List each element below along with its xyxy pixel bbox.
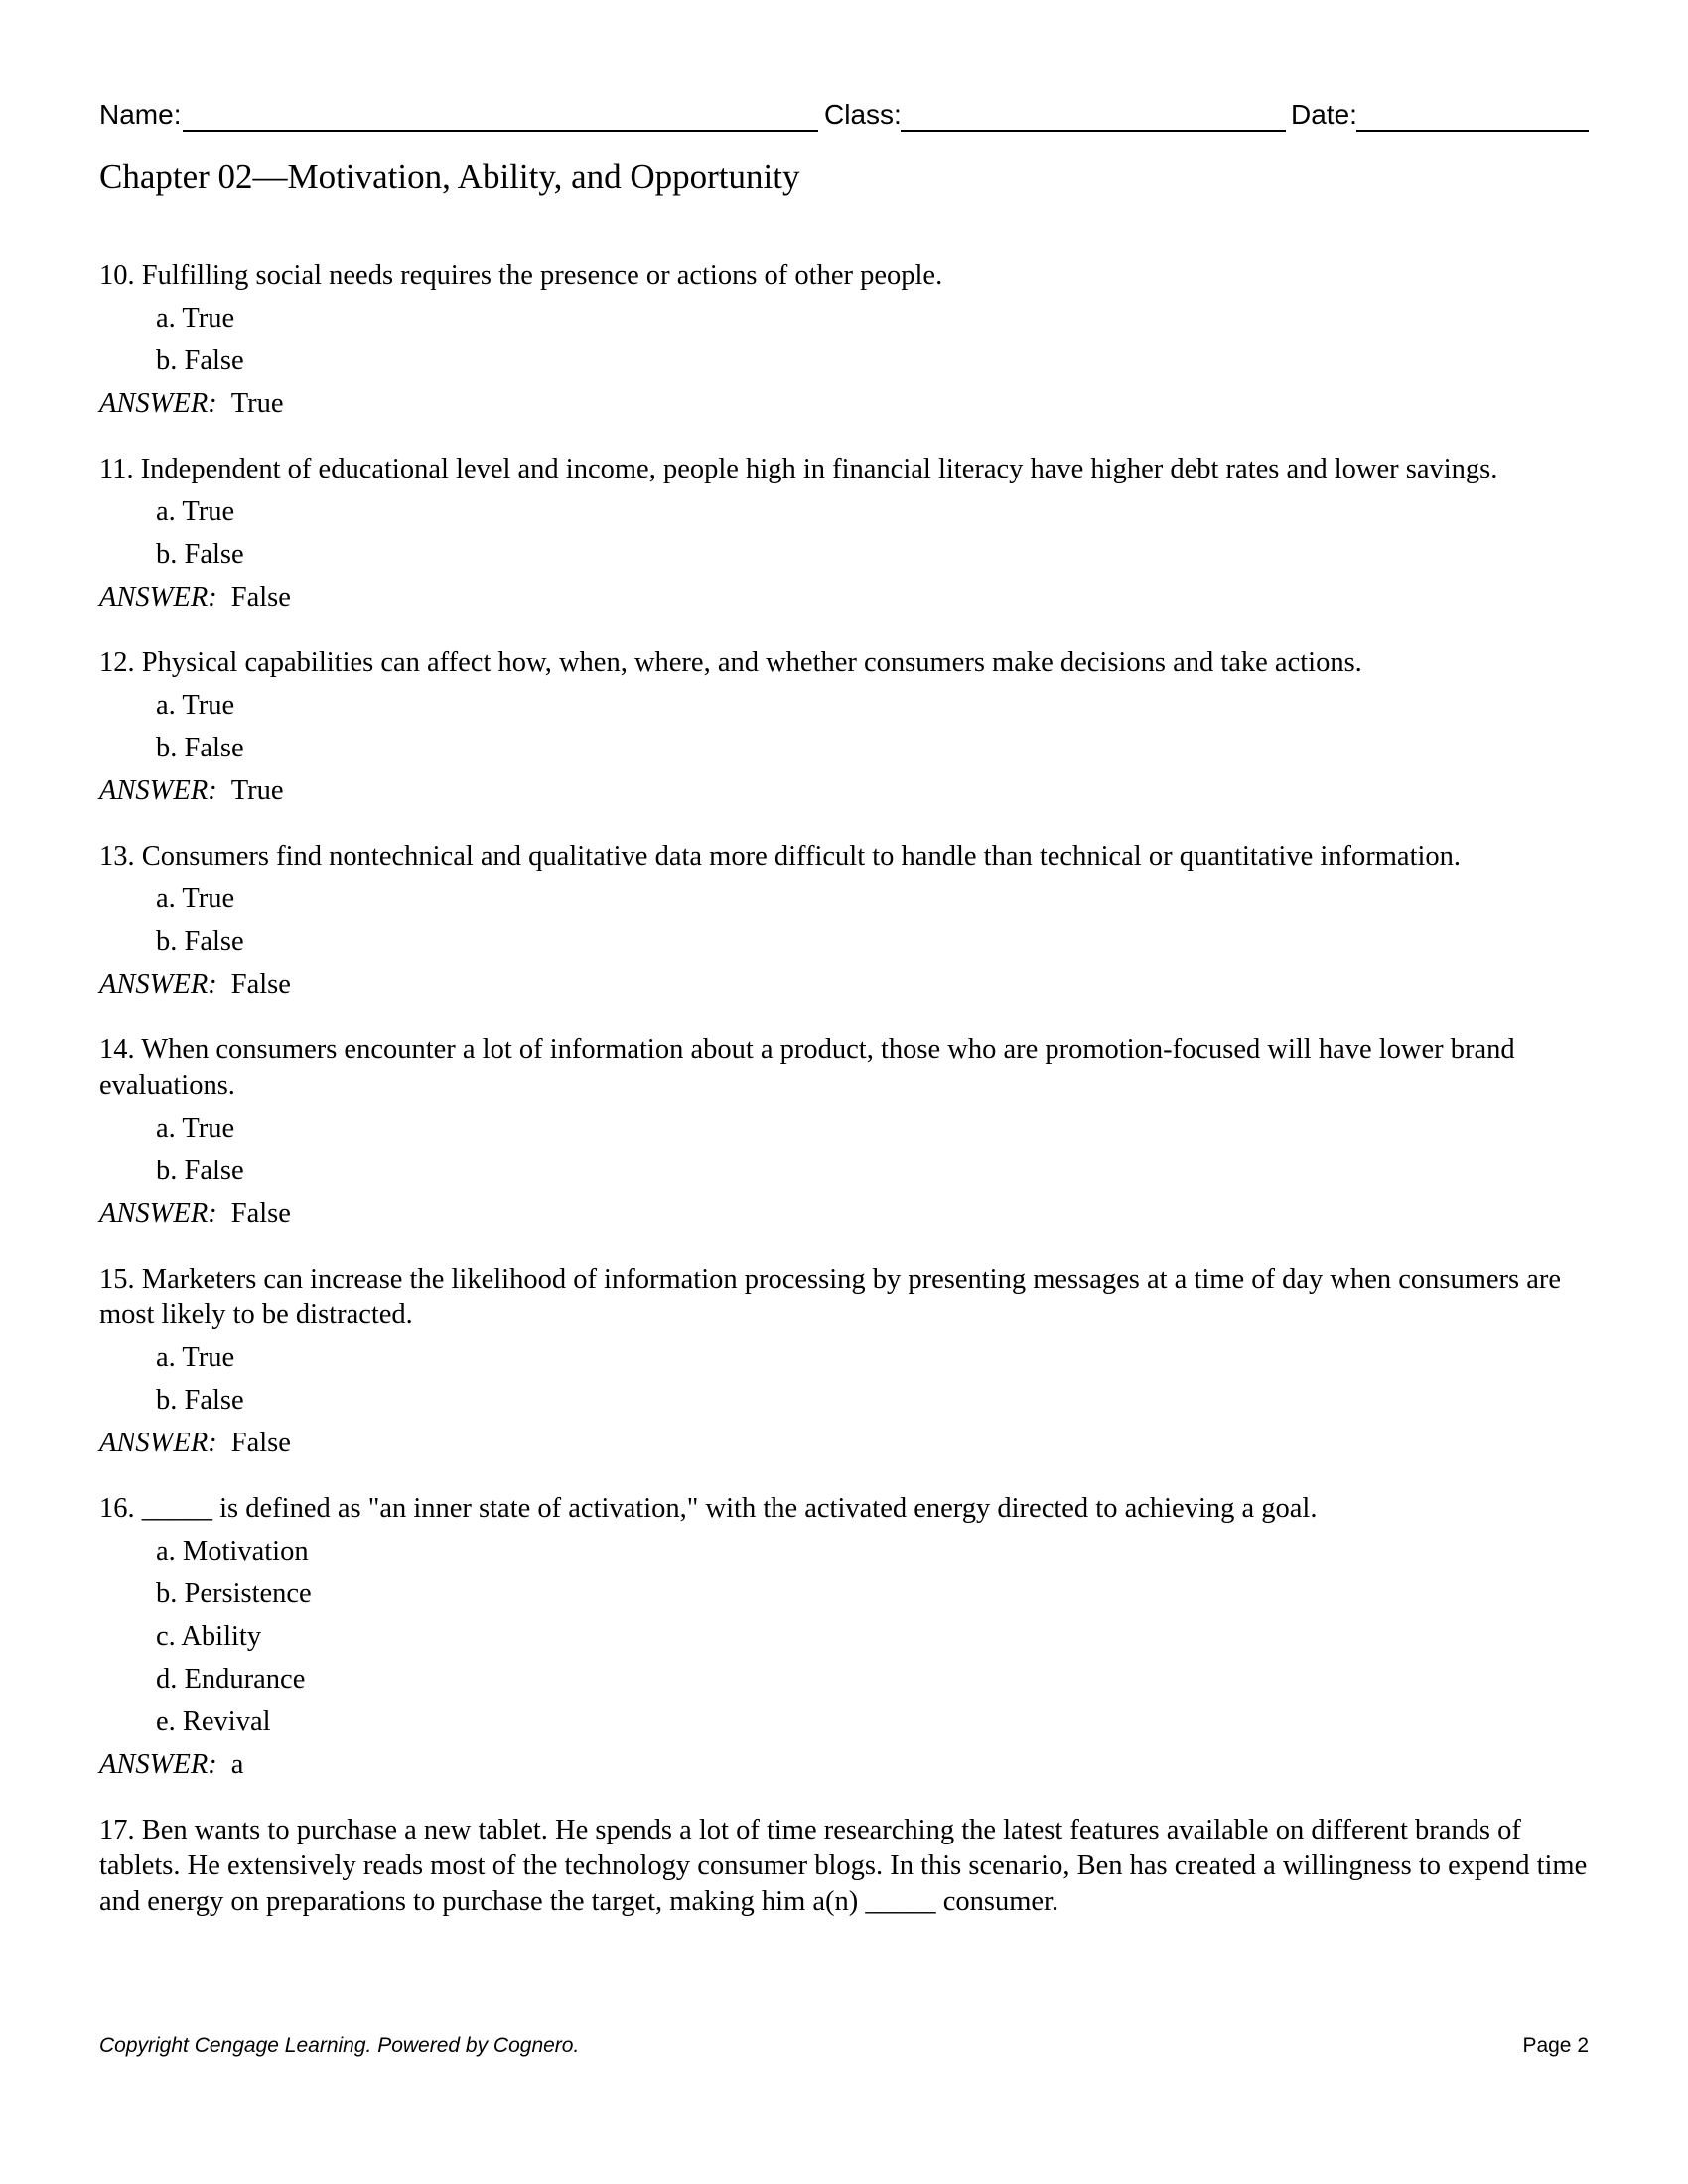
option-list bbox=[99, 301, 1589, 379]
question-text: 17. Ben wants to purchase a new tablet. He spends a lot of time researching the latest features available on different brands of tablets. He extensively reads most of the technology consumer blogs. In this scenario, Ben has created a willingness to expend time and energy on preparations to purchase the target, making him a(n) _____ consumer. bbox=[99, 1815, 1588, 1917]
answer-line bbox=[99, 1426, 1589, 1461]
option: a. True bbox=[156, 1113, 235, 1144]
question bbox=[99, 452, 1589, 615]
option: d. Endurance bbox=[156, 1664, 306, 1695]
answer-line bbox=[99, 1747, 1589, 1783]
option: a. True bbox=[156, 1342, 235, 1373]
question-text: 11. Independent of educational level and income, people high in financial literacy have higher debt rates and lower savings. bbox=[99, 454, 1498, 484]
question bbox=[99, 1491, 1589, 1783]
option-list bbox=[99, 494, 1589, 573]
answer-value: True bbox=[230, 388, 284, 419]
option: a. True bbox=[156, 496, 235, 527]
question-text: 14. When consumers encounter a lot of information about a product, those who are promotion-focused will have lower brand evaluations. bbox=[99, 1034, 1515, 1101]
answer-line bbox=[99, 580, 1589, 615]
option: b. False bbox=[156, 1156, 244, 1186]
header-row bbox=[99, 97, 1589, 137]
answer-value: False bbox=[230, 969, 291, 1000]
answer-value: a bbox=[230, 1749, 244, 1780]
option-list bbox=[99, 688, 1589, 766]
name-field[interactable] bbox=[183, 130, 818, 132]
question bbox=[99, 1813, 1589, 1920]
question bbox=[99, 645, 1589, 809]
answer-value: False bbox=[230, 1198, 291, 1229]
answer-line bbox=[99, 773, 1589, 809]
answer-label: ANSWER: bbox=[99, 582, 217, 613]
option: b. False bbox=[156, 345, 244, 376]
date-label: Date: bbox=[1291, 99, 1357, 130]
name-label: Name: bbox=[99, 99, 182, 130]
answer-label: ANSWER: bbox=[99, 969, 217, 1000]
answer-value: False bbox=[230, 1428, 291, 1458]
option: c. Ability bbox=[156, 1621, 262, 1652]
option-list bbox=[99, 882, 1589, 960]
date-field[interactable] bbox=[1356, 130, 1589, 132]
answer-label: ANSWER: bbox=[99, 1749, 217, 1780]
question-text: 10. Fulfilling social needs requires the presence or actions of other people. bbox=[99, 260, 943, 291]
option: e. Revival bbox=[156, 1706, 271, 1737]
question bbox=[99, 258, 1589, 422]
question-text: 16. _____ is defined as "an inner state of activation," with the activated energy directed to achieving a goal. bbox=[99, 1493, 1318, 1524]
chapter-title: Chapter 02—Motivation, Ability, and Opportunity bbox=[99, 157, 800, 196]
option: b. False bbox=[156, 733, 244, 763]
option: a. Motivation bbox=[156, 1536, 309, 1567]
class-field[interactable] bbox=[901, 130, 1286, 132]
option: b. Persistence bbox=[156, 1578, 312, 1609]
page-number: Page 2 bbox=[1522, 2034, 1589, 2057]
question-text: 12. Physical capabilities can affect how, when, where, and whether consumers make decisions and take actions. bbox=[99, 647, 1362, 678]
answer-label: ANSWER: bbox=[99, 1428, 217, 1458]
answer-label: ANSWER: bbox=[99, 388, 217, 419]
question-list bbox=[99, 258, 1589, 1950]
option: b. False bbox=[156, 1385, 244, 1416]
answer-line bbox=[99, 967, 1589, 1003]
answer-label: ANSWER: bbox=[99, 1198, 217, 1229]
answer-line bbox=[99, 386, 1589, 422]
answer-value: False bbox=[230, 582, 291, 613]
answer-value: True bbox=[230, 775, 284, 806]
option: b. False bbox=[156, 926, 244, 957]
option-list bbox=[99, 1340, 1589, 1419]
question bbox=[99, 1032, 1589, 1232]
class-label: Class: bbox=[824, 99, 902, 130]
answer-label: ANSWER: bbox=[99, 775, 217, 806]
copyright-text: Copyright Cengage Learning. Powered by Cognero. bbox=[99, 2034, 580, 2057]
question bbox=[99, 1262, 1589, 1461]
option-list bbox=[99, 1111, 1589, 1189]
question bbox=[99, 839, 1589, 1003]
question-text: 15. Marketers can increase the likelihood of information processing by presenting messages at a time of day when consumers are most likely to be distracted. bbox=[99, 1264, 1562, 1330]
option: a. True bbox=[156, 303, 235, 334]
option: b. False bbox=[156, 539, 244, 570]
option-list bbox=[99, 1534, 1589, 1740]
answer-line bbox=[99, 1196, 1589, 1232]
option: a. True bbox=[156, 884, 235, 914]
option: a. True bbox=[156, 690, 235, 721]
question-text: 13. Consumers find nontechnical and qualitative data more difficult to handle than technical or quantitative information. bbox=[99, 841, 1462, 872]
worksheet-page bbox=[99, 0, 1589, 2184]
